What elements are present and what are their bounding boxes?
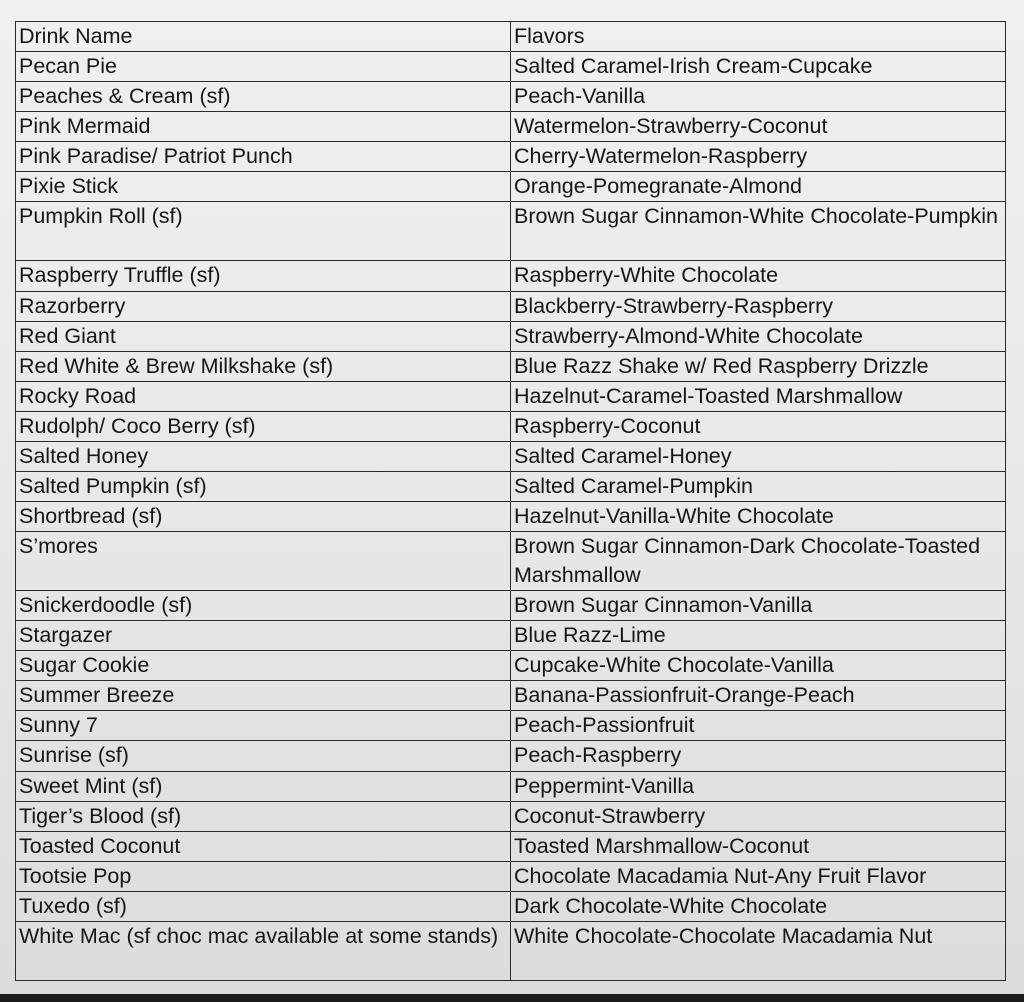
- drink-name-cell: Sweet Mint (sf): [16, 771, 511, 801]
- flavors-cell: Blue Razz Shake w/ Red Raspberry Drizzle: [511, 351, 1006, 381]
- flavors-cell: Dark Chocolate-White Chocolate: [511, 891, 1006, 921]
- table-row: [16, 82, 1006, 112]
- flavors-cell: Salted Caramel-Pumpkin: [511, 471, 1006, 501]
- flavors-cell: Brown Sugar Cinnamon-White Chocolate-Pumpkin: [511, 202, 1006, 261]
- table-header-row: [16, 22, 1006, 52]
- drink-name-cell: Toasted Coconut: [16, 831, 511, 861]
- bottom-edge-bar: [0, 994, 1024, 1002]
- table-row: [16, 831, 1006, 861]
- flavors-cell: White Chocolate-Chocolate Macadamia Nut: [511, 921, 1006, 980]
- drink-name-cell: Tootsie Pop: [16, 861, 511, 891]
- table-row: [16, 741, 1006, 771]
- drink-name-cell: S’mores: [16, 532, 511, 591]
- drink-name-cell: Snickerdoodle (sf): [16, 591, 511, 621]
- table-row: [16, 172, 1006, 202]
- flavors-cell: Hazelnut-Caramel-Toasted Marshmallow: [511, 381, 1006, 411]
- drink-name-cell: Pink Paradise/ Patriot Punch: [16, 142, 511, 172]
- drink-name-cell: Red White & Brew Milkshake (sf): [16, 351, 511, 381]
- flavors-cell: Orange-Pomegranate-Almond: [511, 172, 1006, 202]
- drink-name-cell: Salted Honey: [16, 441, 511, 471]
- flavors-cell: Peach-Raspberry: [511, 741, 1006, 771]
- flavors-cell: Blackberry-Strawberry-Raspberry: [511, 291, 1006, 321]
- drink-name-cell: Shortbread (sf): [16, 501, 511, 531]
- flavors-cell: Raspberry-White Chocolate: [511, 261, 1006, 291]
- drink-name-cell: Pumpkin Roll (sf): [16, 202, 511, 261]
- table-row: [16, 532, 1006, 591]
- flavors-cell: Brown Sugar Cinnamon-Vanilla: [511, 591, 1006, 621]
- table-row: [16, 351, 1006, 381]
- table-row: [16, 441, 1006, 471]
- table-row: [16, 891, 1006, 921]
- table-row: [16, 861, 1006, 891]
- drink-flavor-table: [15, 21, 1006, 981]
- header-drink-name: Drink Name: [16, 22, 511, 52]
- drink-name-cell: Rudolph/ Coco Berry (sf): [16, 411, 511, 441]
- table-row: [16, 471, 1006, 501]
- flavors-cell: Peach-Passionfruit: [511, 711, 1006, 741]
- drink-name-cell: Pecan Pie: [16, 52, 511, 82]
- table-row: [16, 411, 1006, 441]
- drink-name-cell: Pink Mermaid: [16, 112, 511, 142]
- drink-name-cell: Sunrise (sf): [16, 741, 511, 771]
- flavors-cell: Cherry-Watermelon-Raspberry: [511, 142, 1006, 172]
- drink-name-cell: Sunny 7: [16, 711, 511, 741]
- flavors-cell: Cupcake-White Chocolate-Vanilla: [511, 651, 1006, 681]
- flavors-cell: Banana-Passionfruit-Orange-Peach: [511, 681, 1006, 711]
- table-row: [16, 261, 1006, 291]
- table-row: [16, 621, 1006, 651]
- drink-name-cell: Red Giant: [16, 321, 511, 351]
- table-row: [16, 202, 1006, 261]
- table-row: [16, 591, 1006, 621]
- flavors-cell: Raspberry-Coconut: [511, 411, 1006, 441]
- table-row: [16, 52, 1006, 82]
- flavors-cell: Brown Sugar Cinnamon-Dark Chocolate-Toasted Marshmallow: [511, 532, 1006, 591]
- table-row: [16, 801, 1006, 831]
- flavors-cell: Chocolate Macadamia Nut-Any Fruit Flavor: [511, 861, 1006, 891]
- flavors-cell: Hazelnut-Vanilla-White Chocolate: [511, 501, 1006, 531]
- drink-name-cell: Stargazer: [16, 621, 511, 651]
- drink-name-cell: Summer Breeze: [16, 681, 511, 711]
- drink-name-cell: White Mac (sf choc mac available at some stands): [16, 921, 511, 980]
- flavors-cell: Watermelon-Strawberry-Coconut: [511, 112, 1006, 142]
- table-row: [16, 291, 1006, 321]
- drink-name-cell: Razorberry: [16, 291, 511, 321]
- drink-name-cell: Rocky Road: [16, 381, 511, 411]
- drink-name-cell: Sugar Cookie: [16, 651, 511, 681]
- flavors-cell: Coconut-Strawberry: [511, 801, 1006, 831]
- flavors-cell: Peppermint-Vanilla: [511, 771, 1006, 801]
- drink-name-cell: Raspberry Truffle (sf): [16, 261, 511, 291]
- flavors-cell: Salted Caramel-Honey: [511, 441, 1006, 471]
- table-row: [16, 381, 1006, 411]
- drink-name-cell: Peaches & Cream (sf): [16, 82, 511, 112]
- table-row: [16, 142, 1006, 172]
- drink-name-cell: Tuxedo (sf): [16, 891, 511, 921]
- flavors-cell: Salted Caramel-Irish Cream-Cupcake: [511, 52, 1006, 82]
- table-row: [16, 321, 1006, 351]
- drink-flavor-table-container: [15, 21, 1005, 981]
- table-row: [16, 771, 1006, 801]
- header-flavors: Flavors: [511, 22, 1006, 52]
- table-row: [16, 711, 1006, 741]
- drink-name-cell: Salted Pumpkin (sf): [16, 471, 511, 501]
- flavors-cell: Toasted Marshmallow-Coconut: [511, 831, 1006, 861]
- drink-name-cell: Pixie Stick: [16, 172, 511, 202]
- table-row: [16, 921, 1006, 980]
- table-row: [16, 681, 1006, 711]
- flavors-cell: Blue Razz-Lime: [511, 621, 1006, 651]
- table-row: [16, 112, 1006, 142]
- flavors-cell: Strawberry-Almond-White Chocolate: [511, 321, 1006, 351]
- drink-name-cell: Tiger’s Blood (sf): [16, 801, 511, 831]
- table-row: [16, 651, 1006, 681]
- flavors-cell: Peach-Vanilla: [511, 82, 1006, 112]
- table-row: [16, 501, 1006, 531]
